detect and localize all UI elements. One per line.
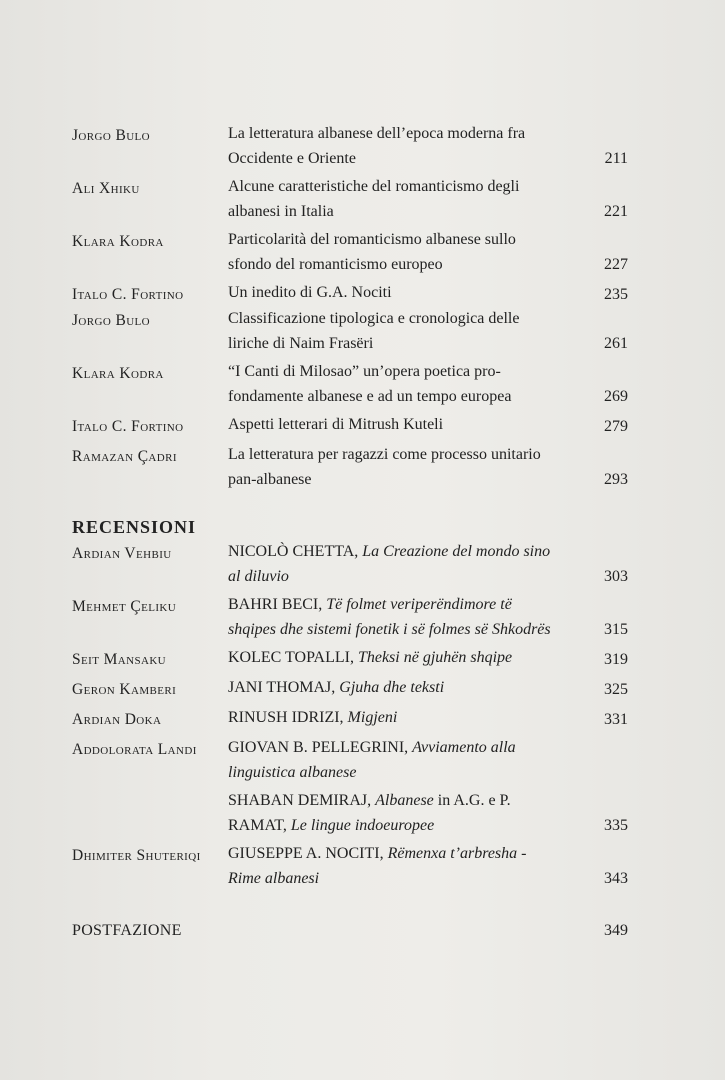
review-entry bbox=[72, 736, 632, 785]
entry-author: Ramazan Çadri bbox=[72, 448, 177, 465]
entry-author: Klara Kodra bbox=[72, 233, 164, 250]
book-title: Rëmenxa t’arbresha - Rime albanesi bbox=[228, 845, 527, 887]
review-entry bbox=[72, 646, 632, 672]
entry-page: 221 bbox=[604, 202, 628, 220]
entry-page: 261 bbox=[604, 334, 628, 352]
entry-title bbox=[228, 706, 558, 732]
review-entry bbox=[72, 676, 632, 702]
book-author: JANI THOMAJ, bbox=[228, 679, 336, 696]
entry-author: Seit Mansaku bbox=[72, 651, 167, 668]
entry-title bbox=[228, 540, 558, 589]
postfazione-entry bbox=[72, 919, 632, 944]
book-title: Le lingue indoeuropee bbox=[290, 816, 435, 834]
entry-author: Klara Kodra bbox=[72, 365, 164, 382]
entry-title bbox=[228, 842, 558, 891]
review-entry bbox=[72, 706, 632, 732]
book-author: RINUSH IDRIZI, bbox=[228, 709, 344, 726]
entry-title: Particolarità del romanticismo albanese sullo sfondo del romanticismo europeo bbox=[228, 231, 516, 273]
review-entry bbox=[72, 842, 632, 891]
entry-page: 211 bbox=[604, 149, 628, 167]
toc-entry bbox=[72, 307, 632, 356]
entry-title bbox=[228, 646, 558, 672]
entry-author: Ardian Vehbiu bbox=[72, 545, 172, 562]
entry-title bbox=[228, 789, 558, 838]
toc-entry bbox=[72, 443, 632, 492]
entry-page: 343 bbox=[604, 869, 628, 887]
entry-title bbox=[228, 736, 558, 785]
entry-title: Classificazione tipologica e cronologica delle liriche di Naim Frasëri bbox=[228, 310, 520, 352]
entry-page: 303 bbox=[604, 567, 628, 585]
section-heading-recensioni: RECENSIONI bbox=[72, 517, 197, 537]
entry-author: Ali Xhiku bbox=[72, 180, 140, 197]
toc-entry bbox=[72, 122, 632, 171]
toc-entry bbox=[72, 413, 632, 439]
book-author: KOLEC TOPALLI, bbox=[228, 649, 354, 666]
entry-author: Jorgo Bulo bbox=[72, 312, 151, 329]
entry-title: Alcune caratteristiche del romanticismo degli albanesi in Italia bbox=[228, 178, 520, 220]
book-title: Të folmet veriperëndimore të shqipes dhe sistemi fonetik i së folmes së Shkodrës bbox=[228, 596, 551, 638]
entry-author: Italo C. Fortino bbox=[72, 286, 184, 303]
entry-author: Italo C. Fortino bbox=[72, 418, 184, 435]
book-title: Theksi në gjuhën shqipe bbox=[357, 649, 513, 666]
entry-title bbox=[228, 593, 558, 642]
book-author: SHABAN DEMIRAJ, bbox=[228, 792, 372, 809]
entry-author bbox=[72, 789, 228, 838]
entry-page: 325 bbox=[604, 680, 628, 698]
book-author: BAHRI BECI, bbox=[228, 596, 323, 613]
entry-page: 269 bbox=[604, 387, 628, 405]
book-extra: in A.G. e P. RAMAT, bbox=[228, 792, 511, 834]
entry-page: 235 bbox=[604, 285, 628, 303]
entry-title: La letteratura per ragazzi come processo unitario pan-albanese bbox=[228, 446, 541, 488]
toc-entry bbox=[72, 281, 632, 307]
entry-title: “I Canti di Milosao” un’opera poetica pro-fondamente albanese e ad un tempo europea bbox=[228, 363, 512, 405]
entry-page: 319 bbox=[604, 650, 628, 668]
entry-title: La letteratura albanese dell’epoca moderna fra Occidente e Oriente bbox=[228, 125, 526, 167]
entry-title: Un inedito di G.A. Nociti bbox=[228, 284, 392, 301]
toc-entry bbox=[72, 360, 632, 409]
book-title: Albanese bbox=[375, 792, 434, 809]
entry-author: Dhimiter Shuteriqi bbox=[72, 847, 201, 864]
entry-page: 279 bbox=[604, 417, 628, 435]
entry-author: Jorgo Bulo bbox=[72, 127, 151, 144]
entry-page: 331 bbox=[604, 710, 628, 728]
book-title: La Creazione del mondo sino al diluvio bbox=[228, 543, 551, 585]
entry-page: 293 bbox=[604, 470, 628, 488]
toc-entry bbox=[72, 175, 632, 224]
entry-page: 349 bbox=[604, 922, 628, 939]
review-entry bbox=[72, 593, 632, 642]
postfazione-label: POSTFAZIONE bbox=[72, 922, 182, 939]
table-of-contents bbox=[72, 122, 632, 944]
book-author: NICOLÒ CHETTA, bbox=[228, 543, 359, 560]
book-title: Migjeni bbox=[347, 709, 398, 726]
book-author: GIOVAN B. PELLEGRINI, bbox=[228, 739, 409, 756]
entry-author: Geron Kamberi bbox=[72, 681, 177, 698]
book-title: Avviamento alla linguistica albanese bbox=[228, 739, 516, 781]
entry-page: 315 bbox=[604, 620, 628, 638]
toc-entry bbox=[72, 228, 632, 277]
book-author: GIUSEPPE A. NOCITI, bbox=[228, 845, 384, 862]
entry-author: Mehmet Çeliku bbox=[72, 598, 177, 615]
entry-page: 335 bbox=[604, 816, 628, 834]
entry-title: Aspetti letterari di Mitrush Kuteli bbox=[228, 416, 444, 433]
book-title: Gjuha dhe teksti bbox=[339, 679, 445, 696]
entry-author: Addolorata Landi bbox=[72, 741, 197, 758]
review-entry bbox=[72, 789, 632, 838]
entry-title bbox=[228, 676, 558, 702]
entry-page: 227 bbox=[604, 255, 628, 273]
entry-author: Ardian Doka bbox=[72, 711, 162, 728]
review-entry bbox=[72, 540, 632, 589]
